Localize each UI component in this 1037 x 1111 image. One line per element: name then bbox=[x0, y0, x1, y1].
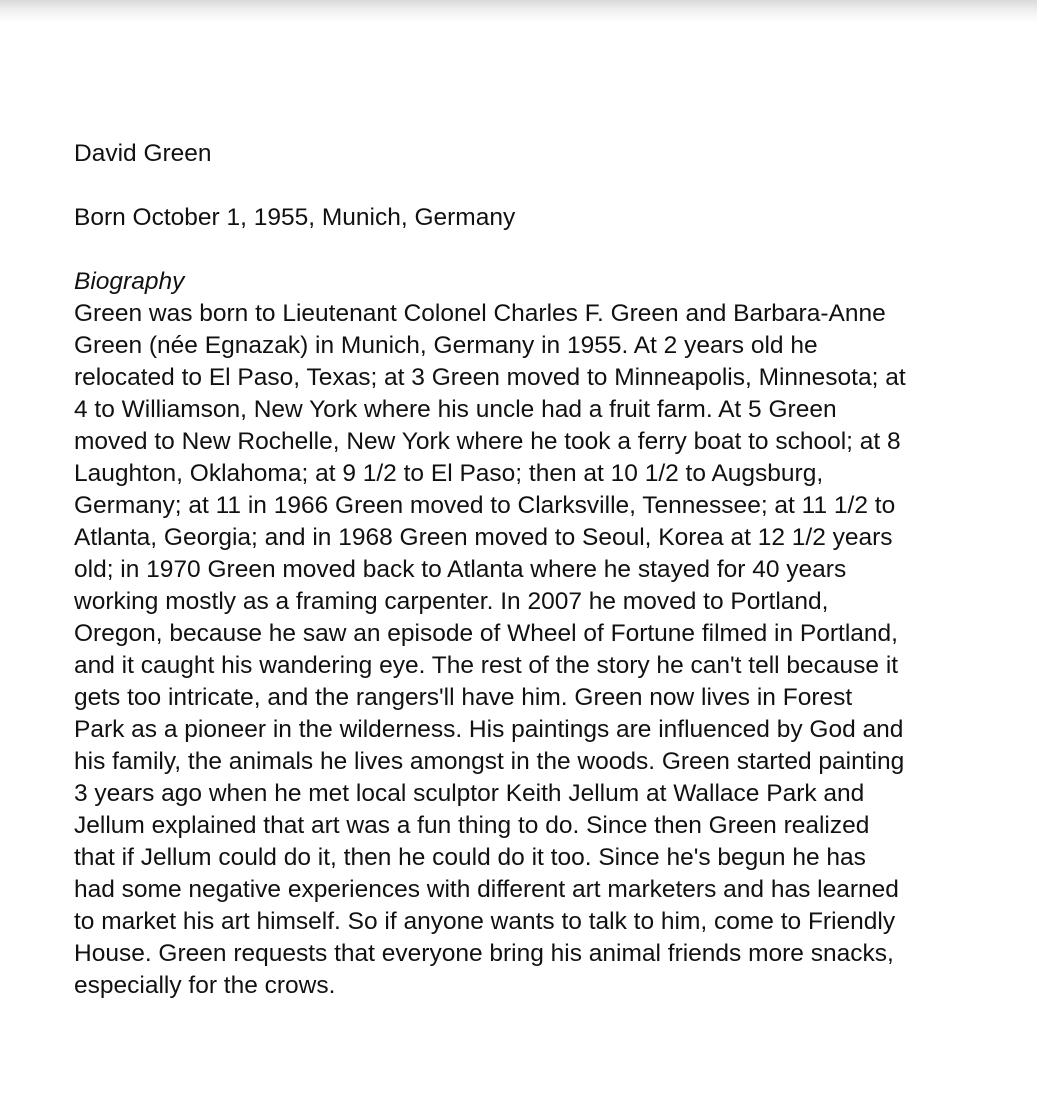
biography-line: had some negative experiences with different art marketers and has learned bbox=[74, 876, 899, 903]
biography-line: House. Green requests that everyone bring his animal friends more snacks, bbox=[74, 940, 894, 967]
biography-line: 3 years ago when he met local sculptor Keith Jellum at Wallace Park and bbox=[74, 780, 865, 807]
biography-heading: Biography bbox=[74, 268, 185, 295]
biography-line: old; in 1970 Green moved back to Atlanta where he stayed for 40 years bbox=[74, 556, 847, 583]
page-top-shadow bbox=[0, 0, 1037, 22]
biography-text bbox=[74, 298, 974, 1002]
biography-line: that if Jellum could do it, then he could do it too. Since he's begun he has bbox=[74, 844, 866, 871]
biography-line: to market his art himself. So if anyone wants to talk to him, come to Friendly bbox=[74, 908, 896, 935]
biography-line: moved to New Rochelle, New York where he took a ferry boat to school; at 8 bbox=[74, 428, 901, 455]
biography-line: 4 to Williamson, New York where his uncle had a fruit farm. At 5 Green bbox=[74, 396, 837, 423]
biography-line: Laughton, Oklahoma; at 9 1/2 to El Paso; then at 10 1/2 to Augsburg, bbox=[74, 460, 824, 487]
biography-line: relocated to El Paso, Texas; at 3 Green moved to Minneapolis, Minnesota; at bbox=[74, 364, 906, 391]
biography-line: Oregon, because he saw an episode of Wheel of Fortune filmed in Portland, bbox=[74, 620, 898, 647]
artist-name: David Green bbox=[74, 140, 212, 167]
biography-line: Atlanta, Georgia; and in 1968 Green moved to Seoul, Korea at 12 1/2 years bbox=[74, 524, 893, 551]
biography-line: his family, the animals he lives amongst in the woods. Green started painting bbox=[74, 748, 905, 775]
biography-line: gets too intricate, and the rangers'll have him. Green now lives in Forest bbox=[74, 684, 853, 711]
biography-line: Park as a pioneer in the wilderness. His paintings are influenced by God and bbox=[74, 716, 904, 743]
biography-line: Green (née Egnazak) in Munich, Germany in 1955. At 2 years old he bbox=[74, 332, 818, 359]
biography-line: Jellum explained that art was a fun thing to do. Since then Green realized bbox=[74, 812, 870, 839]
biography-line: working mostly as a framing carpenter. In 2007 he moved to Portland, bbox=[74, 588, 829, 615]
biography-line: and it caught his wandering eye. The rest of the story he can't tell because it bbox=[74, 652, 899, 679]
birth-info: Born October 1, 1955, Munich, Germany bbox=[74, 204, 516, 231]
biography-line: Germany; at 11 in 1966 Green moved to Clarksville, Tennessee; at 11 1/2 to bbox=[74, 492, 896, 519]
biography-line: especially for the crows. bbox=[74, 972, 336, 999]
document-page bbox=[74, 138, 974, 1002]
biography-line: Green was born to Lieutenant Colonel Charles F. Green and Barbara-Anne bbox=[74, 300, 886, 327]
